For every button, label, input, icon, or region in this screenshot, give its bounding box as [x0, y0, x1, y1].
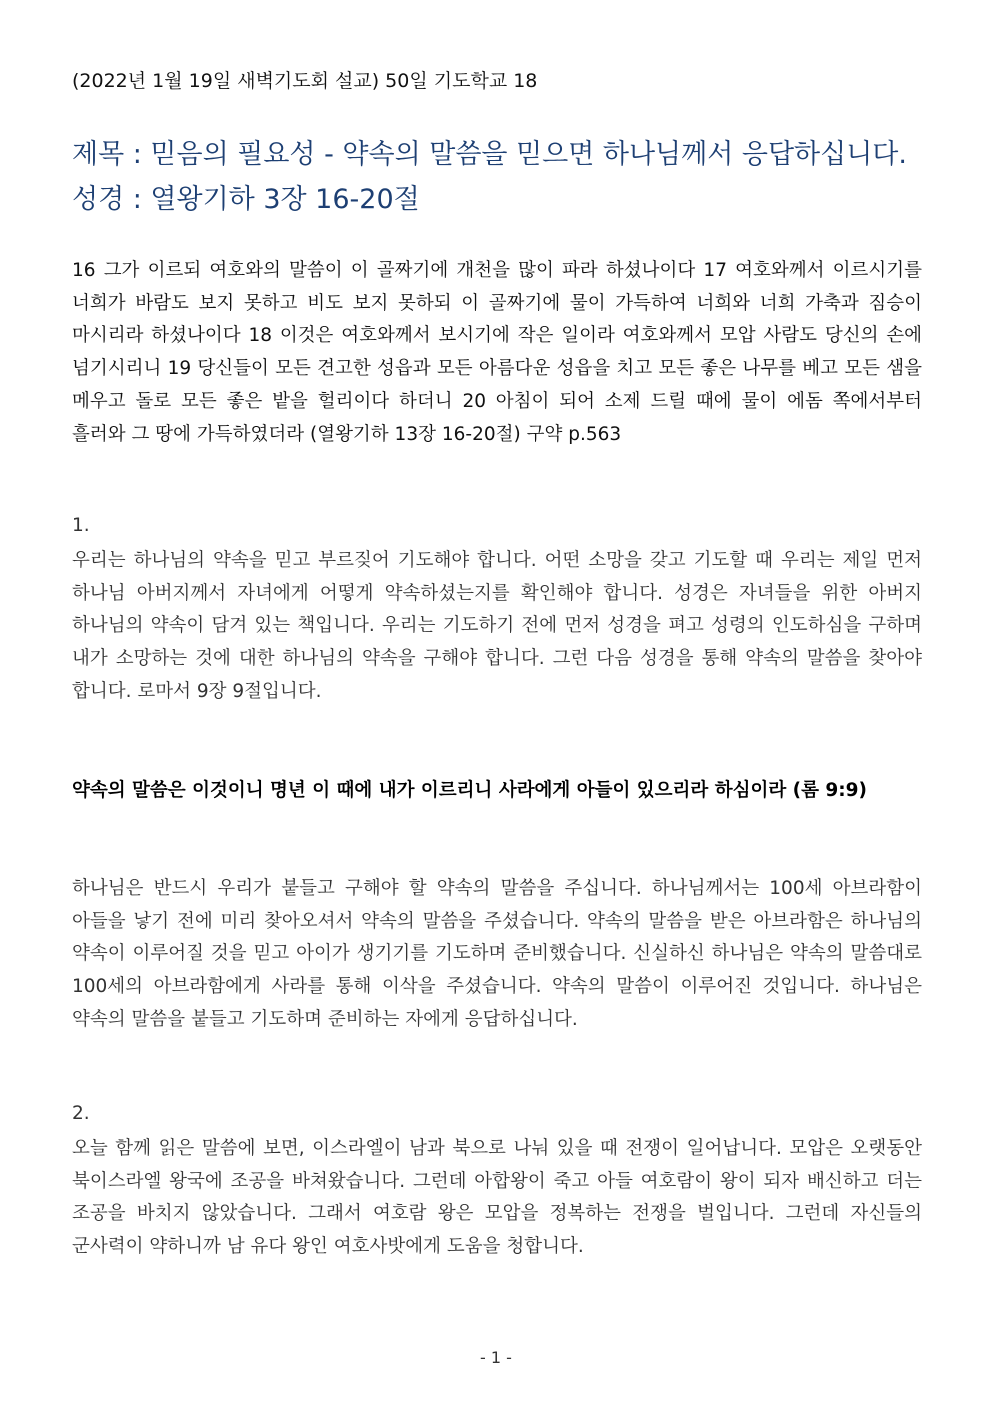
section-2-number: 2.	[72, 1103, 90, 1124]
scripture-passage: 16 그가 이르되 여호와의 말씀이 이 골짜기에 개천을 많이 파라 하셨나이다 17 여호와께서 이르시기를 너희가 바람도 보지 못하고 비도 보지 못하되 이 골짜기에 물이 가득하여 너희와 너희 가축과 짐승이 마시리라 하셨나이다 18 이것은 여호와께서 보시기에 작은 일이라 여호와께서 모압 사람도 당신의 손에 넘기시리니 19 당신들이 모든 견고한 성읍과 모든 아름다운 성읍을 치고 모든 좋은 나무를 베고 모든 샘을 메우고 돌로 모든 좋은 밭을 헐리이다 하더니 20 아침이 되어 소제 드릴 때에 물이 에돔 쪽에서부터 흘러와 그 땅에 가득하였더라 (열왕기하 13장 16-20절) 구약 p.563	[72, 260, 922, 445]
scripture-reference: 성경 : 열왕기하 3장 16-20절	[72, 184, 420, 215]
sermon-date-header: (2022년 1월 19일 새벽기도회 설교) 50일 기도학교 18	[72, 70, 538, 92]
section-1-paragraph-1: 우리는 하나님의 약속을 믿고 부르짖어 기도해야 합니다. 어떤 소망을 갖고 기도할 때 우리는 제일 먼저 하나님 아버지께서 자녀에게 어떻게 약속하셨는지를 확인해야 합니다. 성경은 자녀들을 위한 아버지 하나님의 약속이 담겨 있는 책입니다. 우리는 기도하기 전에 먼저 성경을 펴고 성령의 인도하심을 구하며 내가 소망하는 것에 대한 하나님의 약속을 구해야 합니다. 그런 다음 성경을 통해 약속의 말씀을 찾아야 합니다. 로마서 9장 9절입니다.	[72, 550, 922, 702]
section-1-paragraph-2: 하나님은 반드시 우리가 붙들고 구해야 할 약속의 말씀을 주십니다. 하나님께서는 100세 아브라함이 아들을 낳기 전에 미리 찾아오셔서 약속의 말씀을 주셨습니다. 약속의 말씀을 받은 아브라함은 하나님의 약속이 이루어질 것을 믿고 아이가 생기기를 기도하며 준비했습니다. 신실하신 하나님은 약속의 말씀대로 100세의 아브라함에게 사라를 통해 이삭을 주셨습니다. 약속의 말씀이 이루어진 것입니다. 하나님은 약속의 말씀을 붙들고 기도하며 준비하는 자에게 응답하십니다.	[72, 878, 922, 1030]
page-number: - 1 -	[480, 1348, 512, 1367]
title-block	[72, 132, 922, 222]
sermon-title: 제목 : 믿음의 필요성 - 약속의 말씀을 믿으면 하나님께서 응답하십니다.	[72, 139, 907, 170]
section-2-paragraph-1: 오늘 함께 읽은 말씀에 보면, 이스라엘이 남과 북으로 나눠 있을 때 전쟁이 일어납니다. 모압은 오랫동안 북이스라엘 왕국에 조공을 바쳐왔습니다. 그런데 아합왕이 죽고 아들 여호람이 왕이 되자 배신하고 더는 조공을 바치지 않았습니다. 그래서 여호람 왕은 모압을 정복하는 전쟁을 벌입니다. 그런데 자신들의 군사력이 약하니까 남 유다 왕인 여호사밧에게 도움을 청합니다.	[72, 1138, 922, 1258]
section-1-verse-quote: 약속의 말씀은 이것이니 명년 이 때에 내가 이르리니 사라에게 아들이 있으리라 하심이라 (롬 9:9)	[72, 780, 868, 801]
section-1-number: 1.	[72, 515, 90, 536]
